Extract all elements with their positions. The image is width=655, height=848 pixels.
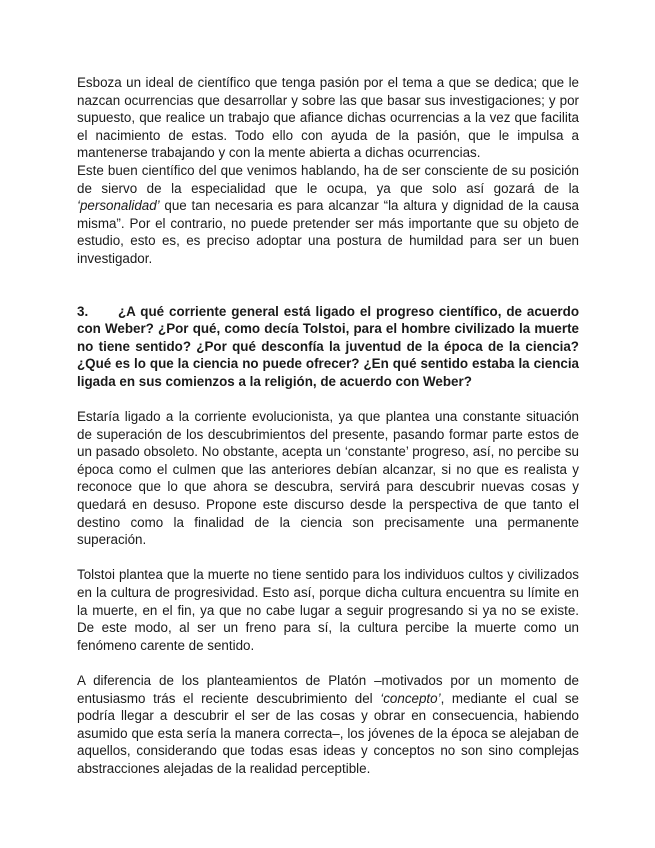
spacer	[77, 654, 579, 672]
document-page	[77, 74, 579, 778]
paragraph-text: , mediante el cual se podría llegar a descubrir el ser de las cosas y obrar en consecuencia, habiendo asumido que esta sería la manera correcta–, los jóvenes de la época se alejaban de aquellos, considerando que todas esas ideas y conceptos no son sino complejas abstracciones alejadas de la realidad perceptible.	[77, 690, 579, 776]
spacer	[77, 391, 579, 409]
question-3	[77, 303, 579, 391]
paragraph-scientist-humility	[77, 162, 579, 268]
question-text: ¿A qué corriente general está ligado el progreso científico, de acuerdo con Weber? ¿Por qué, como decía Tolstoi, para el hombre civilizado la muerte no tiene sentido? ¿Por qué desconfía la juventud de la época de la ciencia? ¿Qué es lo que la ciencia no puede ofrecer? ¿En qué sentido estaba la ciencia ligada en sus comienzos a la religión, de acuerdo con Weber?	[77, 303, 579, 389]
spacer	[77, 549, 579, 567]
paragraph-text: A diferencia de los planteamientos de Platón –motivados por un momento de entusiasmo trás el reciente descubrimiento del	[77, 673, 579, 706]
answer-platon	[77, 672, 579, 778]
answer-evolucionista: Estaría ligado a la corriente evolucionista, ya que plantea una constante situación de superación de los descubrimientos del presente, pasando formar parte estos de un pasado obsoleto. No obstante, acepta un ‘constante’ progreso, así, no percibe su época como el culmen que las anteriores debían alcanzar, si no que es realista y reconoce que lo que ahora se descubra, servirá para descubrir nuevas cosas y quedará en desuso. Propone este discurso desde la perspectiva de que tanto el destino como la finalidad de la ciencia son precisamente una permanente superación.	[77, 409, 579, 548]
paragraph-text: Este buen científico del que venimos hablando, ha de ser consciente de su posición de siervo de la especialidad que le ocupa, ya que solo así gozará de la	[77, 162, 579, 196]
emphasis-personalidad: ‘personalidad’	[77, 198, 160, 214]
answer-tolstoi: Tolstoi plantea que la muerte no tiene sentido para los individuos cultos y civilizados en la cultura de progresividad. Esto así, porque dicha cultura encuentra su límite en la muerte, en el fin, ya que no cabe lugar a seguir progresando si ya no se existe. De este modo, al ser un freno para sí, la cultura percibe la muerte como un fenómeno carente de sentido.	[77, 567, 579, 653]
paragraph-text: que tan necesaria es para alcanzar “la altura y dignidad de la causa misma”. Por el contrario, no puede pretender ser más importante que su objeto de estudio, esto es, es preciso adoptar una postura de humildad para ser un buen investigador.	[77, 198, 579, 266]
emphasis-concepto: ‘concepto’	[380, 690, 441, 706]
spacer	[77, 268, 579, 303]
paragraph-scientist-ideal: Esboza un ideal de científico que tenga pasión por el tema a que se dedica; que le nazcan ocurrencias que desarrollar y sobre las que basar sus investigaciones; y por supuesto, que realice un trabajo que afiance dichas ocurrencias a la vez que facilita el nacimiento de estas. Todo ello con ayuda de la pasión, que le impulsa a mantenerse trabajando y con la mente abierta a dichas ocurrencias.	[77, 75, 579, 161]
question-number: 3.	[77, 303, 89, 319]
